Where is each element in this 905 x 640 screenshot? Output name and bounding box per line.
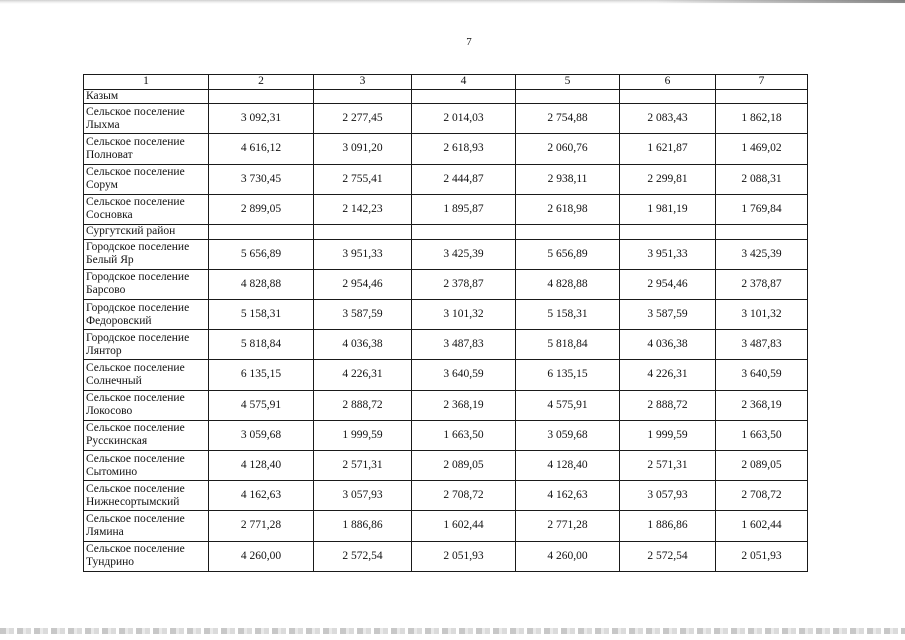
- value-cell: 3 640,59: [412, 360, 516, 390]
- page-number: 7: [466, 36, 472, 48]
- value-cell: 2 051,93: [412, 541, 516, 571]
- value-cell: 1 862,18: [716, 104, 808, 134]
- name-line: Сельское поселение: [86, 196, 185, 209]
- table-row: [84, 541, 808, 571]
- name-line: Сельское поселение: [86, 512, 185, 525]
- value-cell: 3 951,33: [620, 239, 716, 269]
- value-cell: 3 425,39: [716, 239, 808, 269]
- value-cell: 4 226,31: [620, 360, 716, 390]
- column-header: 4: [412, 75, 516, 90]
- value-cell: 2 572,54: [620, 541, 716, 571]
- value-cell: 4 260,00: [209, 541, 314, 571]
- value-cell: 2 888,72: [620, 390, 716, 420]
- column-header: 7: [716, 75, 808, 90]
- value-cell: 2 299,81: [620, 164, 716, 194]
- table-row: [84, 299, 808, 329]
- value-cell: 2 571,31: [314, 450, 412, 480]
- table-row: [84, 239, 808, 269]
- settlement-name-cell: [84, 104, 209, 134]
- value-cell: [209, 89, 314, 104]
- value-cell: 4 575,91: [209, 390, 314, 420]
- settlement-name-cell: [84, 269, 209, 299]
- settlement-name-cell: [84, 390, 209, 420]
- value-cell: 3 057,93: [314, 481, 412, 511]
- value-cell: 1 886,86: [314, 511, 412, 541]
- value-cell: 2 954,46: [620, 269, 716, 299]
- name-line: Сельское поселение: [86, 422, 185, 435]
- value-cell: 1 895,87: [412, 194, 516, 224]
- table-row: [84, 481, 808, 511]
- value-cell: 2 444,87: [412, 164, 516, 194]
- value-cell: 2 708,72: [716, 481, 808, 511]
- value-cell: [716, 224, 808, 239]
- value-cell: 2 888,72: [314, 390, 412, 420]
- value-cell: 2 014,03: [412, 104, 516, 134]
- value-cell: 2 755,41: [314, 164, 412, 194]
- name-line: Лыхма: [86, 118, 120, 131]
- value-cell: 3 587,59: [620, 299, 716, 329]
- value-cell: 3 425,39: [412, 239, 516, 269]
- value-cell: [412, 224, 516, 239]
- value-cell: 1 886,86: [620, 511, 716, 541]
- value-cell: 4 036,38: [314, 330, 412, 360]
- value-cell: 1 621,87: [620, 134, 716, 164]
- scan-edge-bottom: [0, 628, 905, 634]
- value-cell: 1 769,84: [716, 194, 808, 224]
- value-cell: 1 602,44: [716, 511, 808, 541]
- value-cell: [516, 224, 620, 239]
- section-name-cell: [84, 224, 209, 239]
- table-row: [84, 194, 808, 224]
- name-line: Лямина: [86, 525, 124, 538]
- table-row: [84, 420, 808, 450]
- settlement-name-cell: [84, 134, 209, 164]
- name-line: Барсово: [86, 284, 126, 297]
- name-line: Белый Яр: [86, 254, 134, 267]
- name-line: Городское поселение: [86, 301, 190, 314]
- name-line: Локосово: [86, 405, 133, 418]
- name-line: Городское поселение: [86, 271, 190, 284]
- value-cell: 2 368,19: [412, 390, 516, 420]
- value-cell: 4 162,63: [209, 481, 314, 511]
- value-cell: [620, 89, 716, 104]
- table-row: [84, 511, 808, 541]
- value-cell: 5 818,84: [209, 330, 314, 360]
- name-line: Городское поселение: [86, 241, 190, 254]
- value-cell: 3 057,93: [620, 481, 716, 511]
- value-cell: 4 162,63: [516, 481, 620, 511]
- settlement-name-cell: [84, 541, 209, 571]
- value-cell: 1 663,50: [412, 420, 516, 450]
- value-cell: 2 142,23: [314, 194, 412, 224]
- value-cell: 2 083,43: [620, 104, 716, 134]
- table-row: [84, 134, 808, 164]
- value-cell: 5 818,84: [516, 330, 620, 360]
- table-row: [84, 269, 808, 299]
- name-line: Сельское поселение: [86, 166, 185, 179]
- name-line: Сельское поселение: [86, 105, 185, 118]
- value-cell: 3 951,33: [314, 239, 412, 269]
- value-cell: 2 089,05: [412, 450, 516, 480]
- value-cell: 2 899,05: [209, 194, 314, 224]
- value-cell: 1 999,59: [314, 420, 412, 450]
- value-cell: 2 060,76: [516, 134, 620, 164]
- value-cell: 6 135,15: [209, 360, 314, 390]
- value-cell: 2 572,54: [314, 541, 412, 571]
- value-cell: 2 754,88: [516, 104, 620, 134]
- settlement-name-cell: [84, 164, 209, 194]
- value-cell: 2 571,31: [620, 450, 716, 480]
- value-cell: 3 587,59: [314, 299, 412, 329]
- settlement-name-cell: [84, 239, 209, 269]
- name-line: Русскинская: [86, 435, 148, 448]
- value-cell: 2 368,19: [716, 390, 808, 420]
- value-cell: [620, 224, 716, 239]
- name-line: Сельское поселение: [86, 361, 185, 374]
- table-body: [84, 75, 808, 572]
- value-cell: 5 656,89: [209, 239, 314, 269]
- value-cell: 3 487,83: [716, 330, 808, 360]
- value-cell: 3 091,20: [314, 134, 412, 164]
- name-line: Федоровский: [86, 314, 152, 327]
- value-cell: 4 616,12: [209, 134, 314, 164]
- value-cell: 2 771,28: [516, 511, 620, 541]
- value-cell: [314, 89, 412, 104]
- value-cell: 2 088,31: [716, 164, 808, 194]
- name-line: Сельское поселение: [86, 392, 185, 405]
- value-cell: 1 663,50: [716, 420, 808, 450]
- name-line: Сургутский район: [86, 225, 176, 238]
- value-cell: 1 981,19: [620, 194, 716, 224]
- name-line: Сельское поселение: [86, 482, 185, 495]
- value-cell: 2 618,98: [516, 194, 620, 224]
- name-line: Сорум: [86, 179, 118, 192]
- name-line: Солнечный: [86, 374, 142, 387]
- tariff-table: [83, 74, 808, 572]
- name-line: Лянтор: [86, 344, 122, 357]
- name-line: Сытомино: [86, 465, 138, 478]
- settlement-name-cell: [84, 450, 209, 480]
- value-cell: 3 101,32: [412, 299, 516, 329]
- value-cell: [209, 224, 314, 239]
- value-cell: 1 999,59: [620, 420, 716, 450]
- value-cell: [716, 89, 808, 104]
- section-row: [84, 89, 808, 104]
- name-line: Сосновка: [86, 209, 133, 222]
- value-cell: 6 135,15: [516, 360, 620, 390]
- section-row: [84, 224, 808, 239]
- value-cell: 4 828,88: [516, 269, 620, 299]
- value-cell: 2 089,05: [716, 450, 808, 480]
- value-cell: 4 260,00: [516, 541, 620, 571]
- settlement-name-cell: [84, 330, 209, 360]
- table-row: [84, 330, 808, 360]
- column-header: 2: [209, 75, 314, 90]
- settlement-name-cell: [84, 194, 209, 224]
- name-line: Полноват: [86, 148, 133, 161]
- value-cell: 3 059,68: [209, 420, 314, 450]
- column-header: 3: [314, 75, 412, 90]
- name-line: Тундрино: [86, 556, 135, 569]
- value-cell: 5 158,31: [516, 299, 620, 329]
- value-cell: 5 158,31: [209, 299, 314, 329]
- table-row: [84, 360, 808, 390]
- value-cell: 4 575,91: [516, 390, 620, 420]
- settlement-name-cell: [84, 299, 209, 329]
- value-cell: 3 092,31: [209, 104, 314, 134]
- value-cell: 2 954,46: [314, 269, 412, 299]
- value-cell: 2 378,87: [716, 269, 808, 299]
- scan-shadow-top-right: [655, 0, 905, 3]
- column-header: 1: [84, 75, 209, 90]
- value-cell: 2 277,45: [314, 104, 412, 134]
- value-cell: [314, 224, 412, 239]
- value-cell: 2 051,93: [716, 541, 808, 571]
- name-line: Сельское поселение: [86, 543, 185, 556]
- value-cell: 4 128,40: [209, 450, 314, 480]
- name-line: Сельское поселение: [86, 452, 185, 465]
- column-header: 6: [620, 75, 716, 90]
- value-cell: [516, 89, 620, 104]
- value-cell: 3 101,32: [716, 299, 808, 329]
- value-cell: 1 469,02: [716, 134, 808, 164]
- settlement-name-cell: [84, 360, 209, 390]
- value-cell: 4 828,88: [209, 269, 314, 299]
- name-line: Нижнесортымский: [86, 495, 180, 508]
- value-cell: 2 771,28: [209, 511, 314, 541]
- value-cell: 2 378,87: [412, 269, 516, 299]
- value-cell: 5 656,89: [516, 239, 620, 269]
- value-cell: 4 036,38: [620, 330, 716, 360]
- value-cell: 2 938,11: [516, 164, 620, 194]
- name-line: Казым: [86, 89, 119, 102]
- table-row: [84, 104, 808, 134]
- value-cell: [412, 89, 516, 104]
- settlement-name-cell: [84, 481, 209, 511]
- value-cell: 3 730,45: [209, 164, 314, 194]
- name-line: Городское поселение: [86, 331, 190, 344]
- value-cell: 2 618,93: [412, 134, 516, 164]
- value-cell: 3 640,59: [716, 360, 808, 390]
- table-row: [84, 390, 808, 420]
- value-cell: 2 708,72: [412, 481, 516, 511]
- table-header-row: [84, 75, 808, 90]
- table-row: [84, 164, 808, 194]
- settlement-name-cell: [84, 511, 209, 541]
- value-cell: 1 602,44: [412, 511, 516, 541]
- value-cell: 3 059,68: [516, 420, 620, 450]
- name-line: Сельское поселение: [86, 135, 185, 148]
- value-cell: 4 226,31: [314, 360, 412, 390]
- section-name-cell: [84, 89, 209, 104]
- value-cell: 4 128,40: [516, 450, 620, 480]
- table-row: [84, 450, 808, 480]
- column-header: 5: [516, 75, 620, 90]
- settlement-name-cell: [84, 420, 209, 450]
- value-cell: 3 487,83: [412, 330, 516, 360]
